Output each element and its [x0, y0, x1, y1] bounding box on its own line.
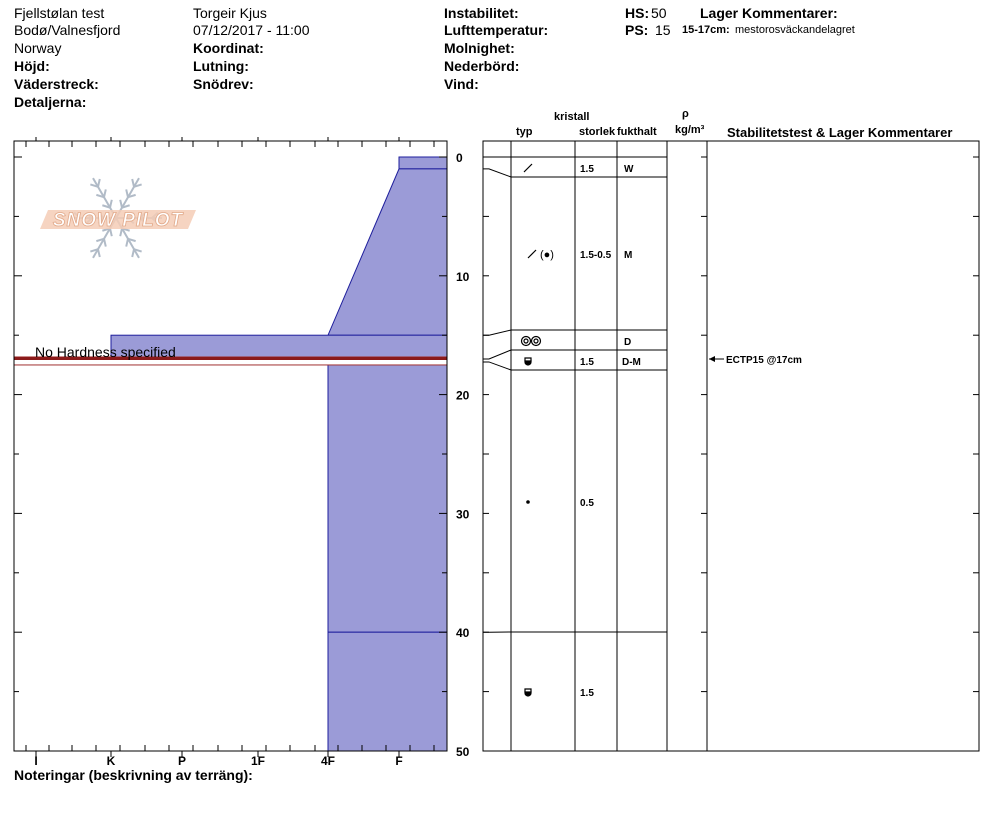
hardness-tick-label: I: [34, 754, 38, 768]
stability-arrow-icon: [709, 356, 715, 362]
depth-tick-label: 50: [456, 745, 470, 759]
location-name: Fjellstølan test: [14, 5, 105, 21]
layer-3-moisture: D: [624, 337, 632, 348]
storlek-header: storlek: [579, 126, 616, 138]
layer-2-size: 1.5-0.5: [580, 250, 612, 261]
nederbord-label: Nederbörd:: [444, 58, 520, 74]
hs-label: HS:: [625, 5, 650, 21]
no-hardness-label: No Hardness specified: [35, 343, 176, 360]
marked-layer-moisture: D-M: [622, 357, 641, 368]
depth-tick-label: 20: [456, 388, 470, 403]
layer-4-size: 0.5: [580, 498, 594, 509]
axis-ticks: [14, 137, 979, 768]
ps-label: PS:: [625, 22, 649, 38]
hojd-label: Höjd:: [14, 58, 50, 74]
observer-name: Torgeir Kjus: [193, 5, 267, 21]
layer-1-grain-decomposing-icon: [524, 164, 532, 172]
layer-2-moisture: M: [624, 250, 633, 261]
noteringar-label: Noteringar (beskrivning av terräng):: [14, 767, 253, 783]
snowpilot-logo: [40, 178, 196, 258]
lufttemperatur-label: Lufttemperatur:: [444, 22, 549, 38]
logo-text: SNOW PILOT: [52, 210, 184, 231]
hs-value: 50: [651, 5, 667, 21]
koordinat-label: Koordinat:: [193, 40, 264, 56]
hardness-tick-label: 1F: [250, 754, 266, 768]
hardness-tick-label: 4F: [320, 754, 336, 768]
layer-fill-1: [399, 157, 447, 169]
lager-kommentarer-title: Lager Kommentarer:: [700, 5, 838, 21]
hardness-tick-label: K: [106, 754, 116, 768]
vind-label: Vind:: [444, 76, 479, 92]
depth-tick-label: 40: [456, 626, 470, 641]
layer-1-size: 1.5: [580, 164, 594, 175]
layer-5-size: 1.5: [580, 688, 594, 699]
ps-value: 15: [655, 22, 671, 38]
hardness-tick-label: P: [177, 754, 187, 768]
depth-tick-label: 30: [456, 507, 470, 522]
chart-frames: [14, 141, 979, 751]
country-name: Norway: [14, 40, 62, 56]
layer-3-grain-melt-forms-icon: [522, 337, 541, 346]
region-name: Bodø/Valnesfjord: [14, 22, 121, 38]
layer-2-grain-decomposing-rounded-icon: [528, 249, 554, 261]
layer-1-moisture: W: [624, 164, 634, 175]
layer-fill-2: [328, 169, 447, 335]
layer-connector: [483, 362, 511, 370]
lager-depth: 15-17cm:: [682, 24, 730, 36]
layer-table: [483, 157, 802, 699]
depth-tick-label: 0: [456, 151, 463, 165]
instabilitet-label: Instabilitet:: [444, 5, 519, 21]
layer-4-grain-rounded-icon: [527, 501, 529, 503]
fukthalt-header: fukthalt: [617, 126, 657, 138]
stability-test-label: ECTP15 @17cm: [726, 355, 802, 366]
hardness-tick-label: F: [395, 754, 403, 768]
layer-5-grain-depth-hoar-icon: [525, 689, 531, 696]
layer-connector: [483, 350, 511, 359]
hardness-profile: [14, 157, 447, 751]
observation-datetime: 07/12/2017 - 11:00: [193, 22, 310, 38]
rho-header: ρ: [682, 108, 689, 120]
molnighet-label: Molnighet:: [444, 40, 515, 56]
density-unit-header: kg/m³: [675, 124, 705, 136]
lutning-label: Lutning:: [193, 58, 249, 74]
marked-layer-size: 1.5: [580, 357, 594, 368]
layer-fill-5: [328, 632, 447, 751]
table-frame: [483, 141, 979, 751]
typ-header: typ: [516, 126, 533, 138]
layer-connector: [483, 169, 511, 177]
snodrev-label: Snödrev:: [193, 76, 254, 92]
detaljerna-label: Detaljerna:: [14, 94, 87, 110]
vaderstreck-label: Väderstreck:: [14, 76, 99, 92]
depth-tick-label: 10: [456, 269, 470, 284]
stability-header: Stabilitetstest & Lager Kommentarer: [727, 125, 953, 140]
lager-comment: mestorosväckandelagret: [735, 24, 855, 36]
layer-fill-4: [328, 359, 447, 632]
marked-layer-grain-depth-hoar-icon: [525, 358, 531, 365]
svg-text:(●): (●): [540, 249, 554, 261]
layer-connector: [483, 330, 511, 335]
kristall-header: kristall: [554, 111, 590, 123]
